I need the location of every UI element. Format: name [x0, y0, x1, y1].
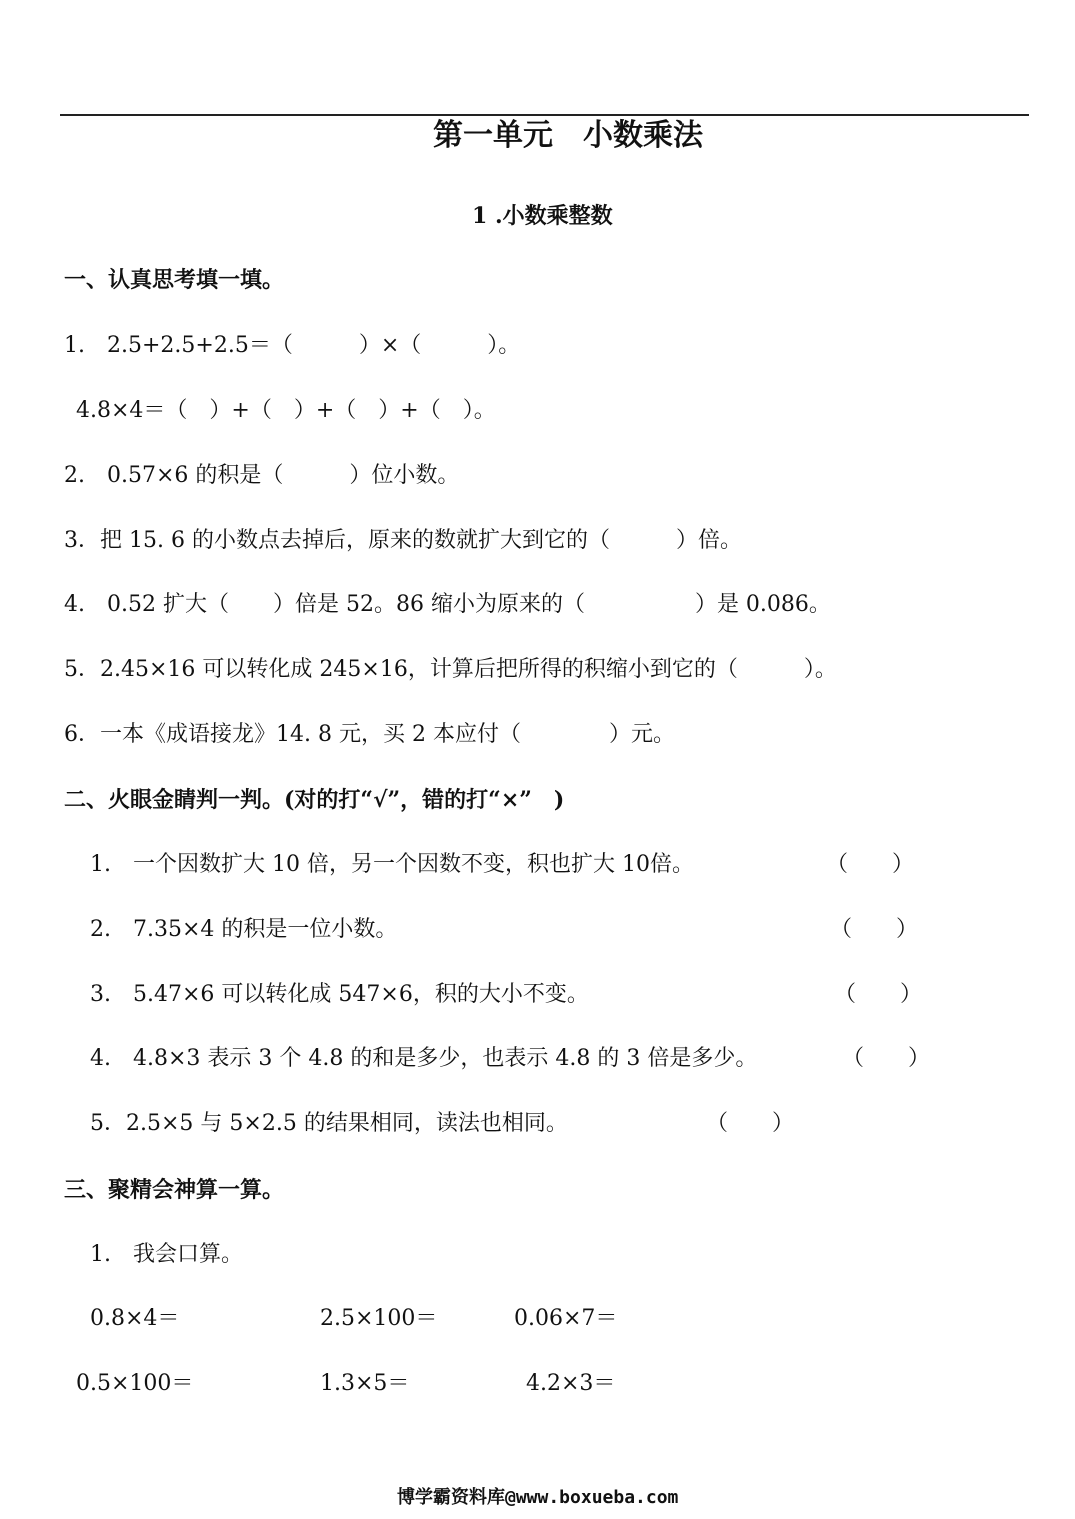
page-title: 第一单元 小数乘法	[433, 118, 703, 153]
section-1-heading: 一、认真思考填一填。	[64, 267, 285, 293]
calc-r1-c1: 0.8×4＝	[90, 1306, 180, 1331]
header-rule	[60, 114, 1029, 116]
judge-item-4: 4. 4.8×3 表示 3 个 4.8 的和是多少，也表示 4.8 的 3 倍是多少。	[90, 1046, 758, 1071]
page-subtitle: 1 .小数乘整数	[472, 203, 613, 229]
judge-blank-5: （ ）	[706, 1111, 795, 1136]
calc-r2-c2: 1.3×5＝	[320, 1371, 410, 1396]
footer-watermark: 博学霸资料库@www.boxueba.com	[397, 1487, 679, 1508]
calc-r1-c2: 2.5×100＝	[320, 1306, 438, 1331]
fill-item-2: 2. 0.57×6 的积是（ ）位小数。	[64, 463, 460, 488]
fill-item-5: 5．2.45×16 可以转化成 245×16，计算后把所得的积缩小到它的（ ）。	[64, 657, 837, 682]
fill-item-3: 3．把 15. 6 的小数点去掉后，原来的数就扩大到它的（ ）倍。	[64, 528, 742, 553]
calc-r2-c1: 0.5×100＝	[76, 1371, 194, 1396]
judge-blank-2: （ ）	[830, 917, 919, 942]
calc-r2-c3: 4.2×3＝	[526, 1371, 616, 1396]
judge-item-3: 3. 5.47×6 可以转化成 547×6，积的大小不变。	[90, 982, 589, 1007]
judge-item-2: 2. 7.35×4 的积是一位小数。	[90, 917, 398, 942]
section-3-heading: 三、聚精会神算一算。	[64, 1177, 285, 1203]
judge-item-5: 5．2.5×5 与 5×2.5 的结果相同，读法也相同。	[90, 1111, 568, 1136]
judge-blank-1: （ ）	[826, 852, 915, 877]
judge-blank-4: （ ）	[842, 1046, 931, 1071]
section-2-heading: 二、火眼金睛判一判。(对的打“√”，错的打“×” )	[64, 787, 565, 813]
fill-item-4: 4. 0.52 扩大（ ）倍是 52。86 缩小为原来的（ ）是 0.086。	[64, 592, 831, 617]
judge-blank-3: （ ）	[834, 982, 923, 1007]
oral-calc-label: 1. 我会口算。	[90, 1242, 243, 1267]
judge-item-1: 1. 一个因数扩大 10 倍，另一个因数不变，积也扩大 10倍。	[90, 852, 694, 877]
fill-item-6: 6．一本《成语接龙》14. 8 元，买 2 本应付（ ）元。	[64, 722, 675, 747]
fill-item-1: 1. 2.5+2.5+2.5＝（ ）×（ ）。	[64, 333, 521, 358]
calc-r1-c3: 0.06×7＝	[514, 1306, 618, 1331]
fill-item-1b: 4.8×4＝（ ）+（ ）+（ ）+（ ）。	[76, 398, 496, 423]
